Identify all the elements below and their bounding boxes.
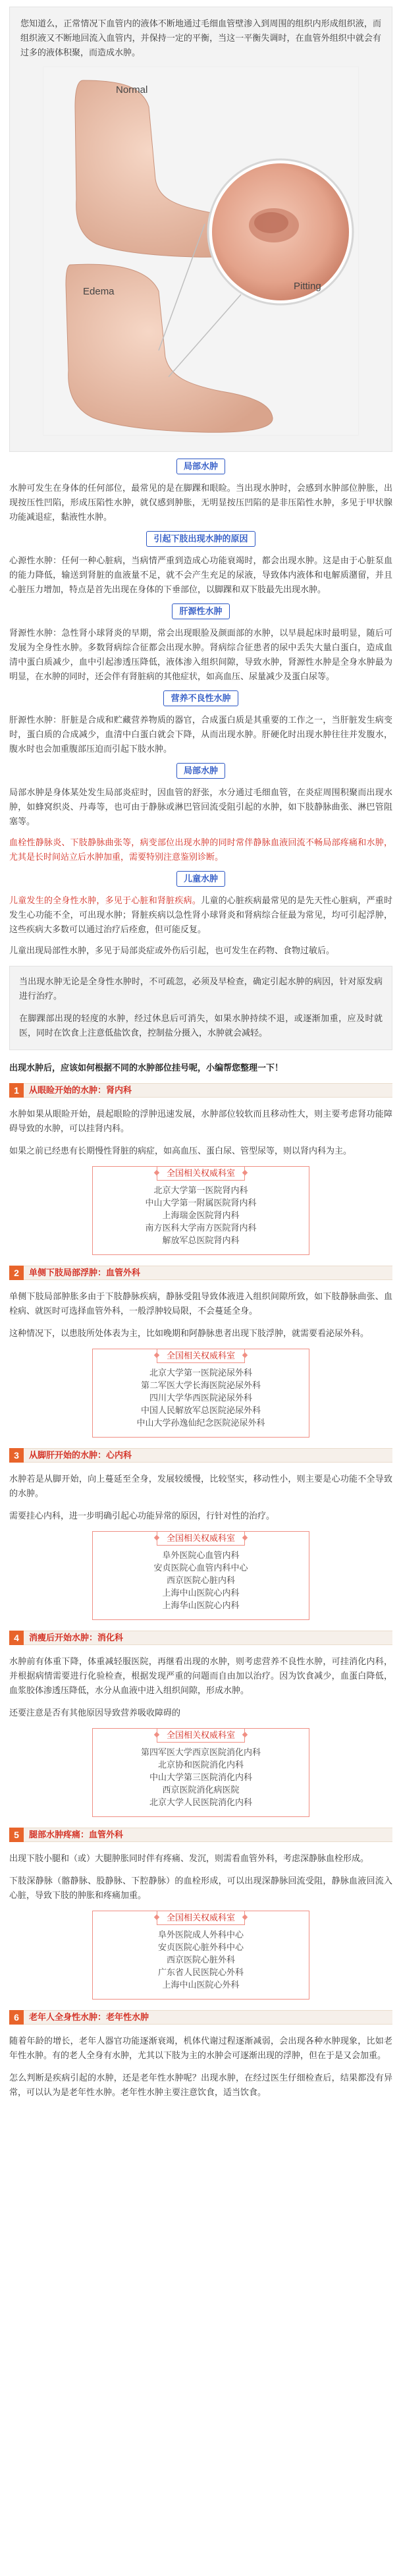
section-heading [9, 1631, 392, 1645]
ankle-edema-illustration [43, 67, 359, 435]
section-paragraph: 下肢深静脉（髂静脉、股静脉、下腔静脉）的血栓形成，可以出现深静脉回流受阻，静脉血液回流入心脏，导致下肢的肿胀和疼痛加重。 [9, 1876, 392, 1900]
section-number: 2 [9, 1266, 24, 1280]
note-text-2: 在脚踝部出现的轻度的水肿，经过休息后可消失，如果水肿持续不退，或逐渐加重，应及时就医，同时在饮食上注意低盐饮食，控制盐分摄入，水肿就会减轻。 [19, 1013, 383, 1038]
department-section [9, 1631, 392, 1817]
hospital-list-title: 全国相关权威科室 [157, 1166, 245, 1181]
note-text-1: 当出现水肿无论是全身性水肿时，不可疏忽，必须及早检查，确定引起水肿的病因，针对原发病进行治疗。 [19, 976, 383, 1001]
section-heading [9, 2010, 392, 2025]
label-normal: Normal [116, 84, 148, 96]
paragraph-liver-edema: 肝源性水肿：肝脏是合成和贮藏营养物质的器官，合成蛋白质是其重要的工作之一，当肝脏发生病变时，蛋白质的合成减少，血清中白蛋白就会下降，从而出现水肿。肝硬化时出现水肿往往并发腹水，腹水时也会加重腹部压迫而引起下肢水肿。 [9, 715, 392, 754]
intro-text: 您知道么，正常情况下血管内的液体不断地通过毛细血管壁渗入到周围的组织内形成组织液，而组织液又不断地回流入血管内，并保持一定的平衡，当这一平衡失调时，在血管外组织中就会有过多的液体积聚，而造成水肿。 [20, 18, 381, 57]
intro-box [9, 7, 392, 452]
ankle-illustration-svg [43, 67, 359, 435]
section-pill-local-edema-2: 局部水肿 [176, 763, 225, 779]
hospital-item: 西京医院心脏外科 [166, 1955, 235, 1965]
hospital-item: 上海中山医院心外科 [162, 1980, 240, 1990]
section-pill-leg-causes: 引起下肢出现水肿的原因 [146, 531, 255, 547]
hospital-item: 中山大学第一附属医院肾内科 [145, 1198, 257, 1208]
hospital-item: 西京医院心脏内科 [166, 1575, 235, 1585]
section-paragraph: 需要挂心内科，进一步明确引起心功能异常的原因，行针对性的治疗。 [9, 1511, 275, 1521]
hospital-list-title: 全国相关权威科室 [157, 1911, 245, 1925]
hospital-item: 四川大学华西医院泌尿外科 [149, 1393, 252, 1403]
child-edema-text: 儿童的心脏疾病最常见的是先天性心脏病，严重时发生心功能不全，可出现水肿；肾脏疾病以急性肾小球肾炎和肾病综合征最为常见，均可引起浮肿，这些疾病大多数可以通过治疗后痊愈，但可能反复。 [9, 895, 392, 934]
hospital-item: 北京协和医院消化内科 [157, 1760, 244, 1770]
hospital-item: 广东省人民医院心外科 [157, 1967, 244, 1977]
paragraph-cardiac-edema: 心源性水肿：任何一种心脏病，当病情严重到造成心功能衰竭时，都会出现水肿。这是由于心脏泵血的能力降低，输送到肾脏的血液量不足，就不会产生充足的尿液，导致体内液体和电解质潴留，并且心脏压力增加，特点是首先出现在身体的下垂部位，以脚踝和双下肢最先出现水肿。 [9, 555, 392, 594]
section-paragraph: 还要注意是否有其他原因导致营养吸收障碍的 [9, 1708, 181, 1718]
paragraph-local-edema: 水肿可发生在身体的任何部位，最常见的是在脚踝和眼睑。当出现水肿时，会感到水肿部位肿胀，出现按压性凹陷，形成压陷性水肿，就仅感到肿胀，无明显按压凹陷的是非压陷性水肿，多见于甲状腺功能减退症，黏液性水肿。 [9, 483, 392, 522]
section-title: 腿部水肿疼痛：血管外科 [24, 1828, 392, 1842]
hospital-item: 第二军医大学长海医院泌尿外科 [140, 1380, 261, 1390]
child-edema-highlight: 儿童发生的全身性水肿，多见于心脏和肾脏疾病。 [9, 895, 201, 905]
section-pill-liver-edema: 肝源性水肿 [172, 603, 229, 619]
paragraph-local-edema-warning: 血栓性静脉炎、下肢静脉曲张等，病变部位出现水肿的同时常伴静脉血液回流不畅局部疼痛和水肿，尤其是长时间站立后水肿加重，需要特别注意鉴别诊断。 [9, 837, 392, 862]
paragraph-renal-edema: 肾源性水肿：急性肾小球肾炎的早期，常会出现眼脸及颜面部的水肿，以早晨起床时最明显，随后可发展为全身性水肿。多数肾病综合征都会出现水肿。肾病综合征患者的尿中丢失大量白蛋白，造成血清中蛋白质减少，血中引起渗透压降低，液体渗入组织间隙，导致水肿，肾源性水肿是全身水肿最为明显，在水肿的同时，还会伴有肾脏病的其他症状，如高血压、尿量减少及蛋白尿等。 [9, 628, 392, 681]
label-pitting: Pitting [294, 281, 321, 292]
section-number: 6 [9, 2010, 24, 2025]
hospital-item: 北京大学人民医院消化内科 [149, 1797, 252, 1807]
hospital-item: 上海华山医院心内科 [162, 1600, 240, 1610]
note-box [9, 966, 392, 1050]
department-section [9, 1083, 392, 1255]
hospital-item: 西京医院消化病医院 [162, 1785, 240, 1795]
section-pill-local-edema: 局部水肿 [176, 459, 225, 474]
paragraph-local-edema-2: 局部水肿是身体某处发生局部炎症时，因血管的舒张，水分通过毛细血管，在炎症周围积聚而出现水肿，如蜂窝织炎、丹毒等，也可由于静脉或淋巴管回流受阻引起的水肿，如下肢静脉曲张、淋巴管阻塞等。 [9, 787, 392, 826]
hospital-item: 解放军总医院肾内科 [162, 1235, 240, 1245]
section-paragraph: 水肿如果从眼睑开始，晨起眼睑的浮肿迅速发展，水肿部位较软而且移动性大，则主要考虑肾功能障碍导致的水肿，可以挂肾内科。 [9, 1109, 392, 1133]
hospital-item: 上海中山医院心内科 [162, 1588, 240, 1598]
section-paragraph: 如果之前已经患有长期慢性肾脏的病症，如高血压、蛋白尿、管型尿等，则以肾内科为主。 [9, 1146, 352, 1156]
section-pill-child-edema: 儿童水肿 [176, 871, 225, 887]
hospital-item: 北京大学第一医院泌尿外科 [149, 1368, 252, 1378]
section-heading [9, 1828, 392, 1842]
hospital-list-box [92, 1531, 309, 1620]
hospital-item: 安贞医院心血管内科中心 [153, 1563, 248, 1573]
section-heading [9, 1448, 392, 1463]
section-heading [9, 1266, 392, 1280]
department-section [9, 1266, 392, 1438]
section-paragraph: 这种情况下，以患肢所处体表为主，比如晚期和阿静脉患者出现下肢浮肿，就需要看泌尿外科。 [9, 1328, 369, 1338]
hospital-item: 北京大学第一医院肾内科 [153, 1185, 248, 1195]
section-number: 5 [9, 1828, 24, 1842]
section-number: 3 [9, 1448, 24, 1463]
hospital-item: 南方医科大学南方医院肾内科 [145, 1223, 257, 1233]
department-section [9, 1448, 392, 1620]
hospital-list-title: 全国相关权威科室 [157, 1728, 245, 1743]
article [0, 7, 399, 2100]
section-paragraph: 随着年龄的增长，老年人器官功能逐渐衰竭，机体代谢过程逐渐减弱，会出现各种水肿现象，比如老年性水肿。有的老人全身有水肿，尤其以下肢为主的水肿会可逐渐出现的浮肿，但在于是又会加重。 [9, 2036, 392, 2060]
section-paragraph: 水肿若是从脚开始，向上蔓延至全身，发展较缓慢，比较坚实，移动性小，则主要是心功能不全导致的水肿。 [9, 1474, 392, 1498]
section-title: 单侧下肢局部浮肿：血管外科 [24, 1266, 392, 1280]
hospital-list-box [92, 1911, 309, 2000]
hospital-list-title: 全国相关权威科室 [157, 1531, 245, 1546]
department-sections [9, 1083, 392, 2100]
section-paragraph: 出现下肢小腿和（或）大腿肿胀同时伴有疼痛、发沉，则需看血管外科，考虑深静脉血栓形成。 [9, 1853, 369, 1863]
hospital-item: 中山大学孙逸仙纪念医院泌尿外科 [136, 1418, 265, 1428]
label-edema: Edema [83, 286, 115, 297]
hospital-item: 上海瑞金医院肾内科 [162, 1210, 240, 1220]
hospital-list-box [92, 1728, 309, 1817]
section-title: 从脚肝开始的水肿：心内科 [24, 1448, 392, 1463]
department-section [9, 1828, 392, 2000]
department-section [9, 2010, 392, 2100]
hospital-item: 第四军医大学西京医院消化内科 [140, 1747, 261, 1757]
section-pill-nutrition-edema: 营养不良性水肿 [163, 690, 238, 706]
hospital-item: 中国人民解放军总医院泌尿外科 [140, 1405, 261, 1415]
department-guide-title: 出现水肿后，应该如何根据不同的水肿部位挂号呢，小编帮您整理一下！ [9, 1063, 284, 1073]
hospital-item: 安贞医院心脏外科中心 [157, 1942, 244, 1952]
section-heading [9, 1083, 392, 1098]
section-paragraph: 水肿前有体重下降，体重减轻服医院，再继看出现的水肿，则考虑营养不良性水肿，可挂消化内科，并根据病情需要进行化验检查，根据发现严重的问题而自由加以治疗。因为饮食减少，血蛋白降低，血浆胶体渗透压降低，水分从血液中进入组织间隙，形成水肿。 [9, 1656, 392, 1695]
hospital-item: 中山大学第三医院消化内科 [149, 1772, 252, 1782]
section-paragraph: 单侧下肢局部肿胀多由于下肢静脉疾病，静脉受阻导致体液进入组织间隙所致，如下肢静脉曲张、血栓病、就医时可选择血管外科，一般浮肿较局限，不会蔓延全身。 [9, 1291, 392, 1316]
section-title: 消瘦后开始水肿：消化科 [24, 1631, 392, 1645]
section-title: 老年人全身性水肿：老年性水肿 [24, 2010, 392, 2025]
hospital-list-box [92, 1166, 309, 1255]
section-title: 从眼睑开始的水肿：肾内科 [24, 1083, 392, 1098]
hospital-list-box [92, 1349, 309, 1438]
section-paragraph: 怎么判断是疾病引起的水肿，还是老年性水肿呢？出现水肿，在经过医生仔细检查后，结果都没有异常，可以认为是老年性水肿。老年性水肿主要注意饮食，适当饮食。 [9, 2073, 392, 2097]
hospital-item: 阜外医院成人外科中心 [157, 1930, 244, 1940]
section-number: 4 [9, 1631, 24, 1645]
section-number: 1 [9, 1083, 24, 1098]
paragraph-child-edema [9, 893, 392, 937]
paragraph-child-local-edema: 儿童出现局部性水肿，多见于局部炎症或外伤后引起，也可发生在药物、食物过敏后。 [9, 945, 335, 955]
hospital-list-title: 全国相关权威科室 [157, 1349, 245, 1363]
hospital-item: 阜外医院心血管内科 [162, 1550, 240, 1560]
